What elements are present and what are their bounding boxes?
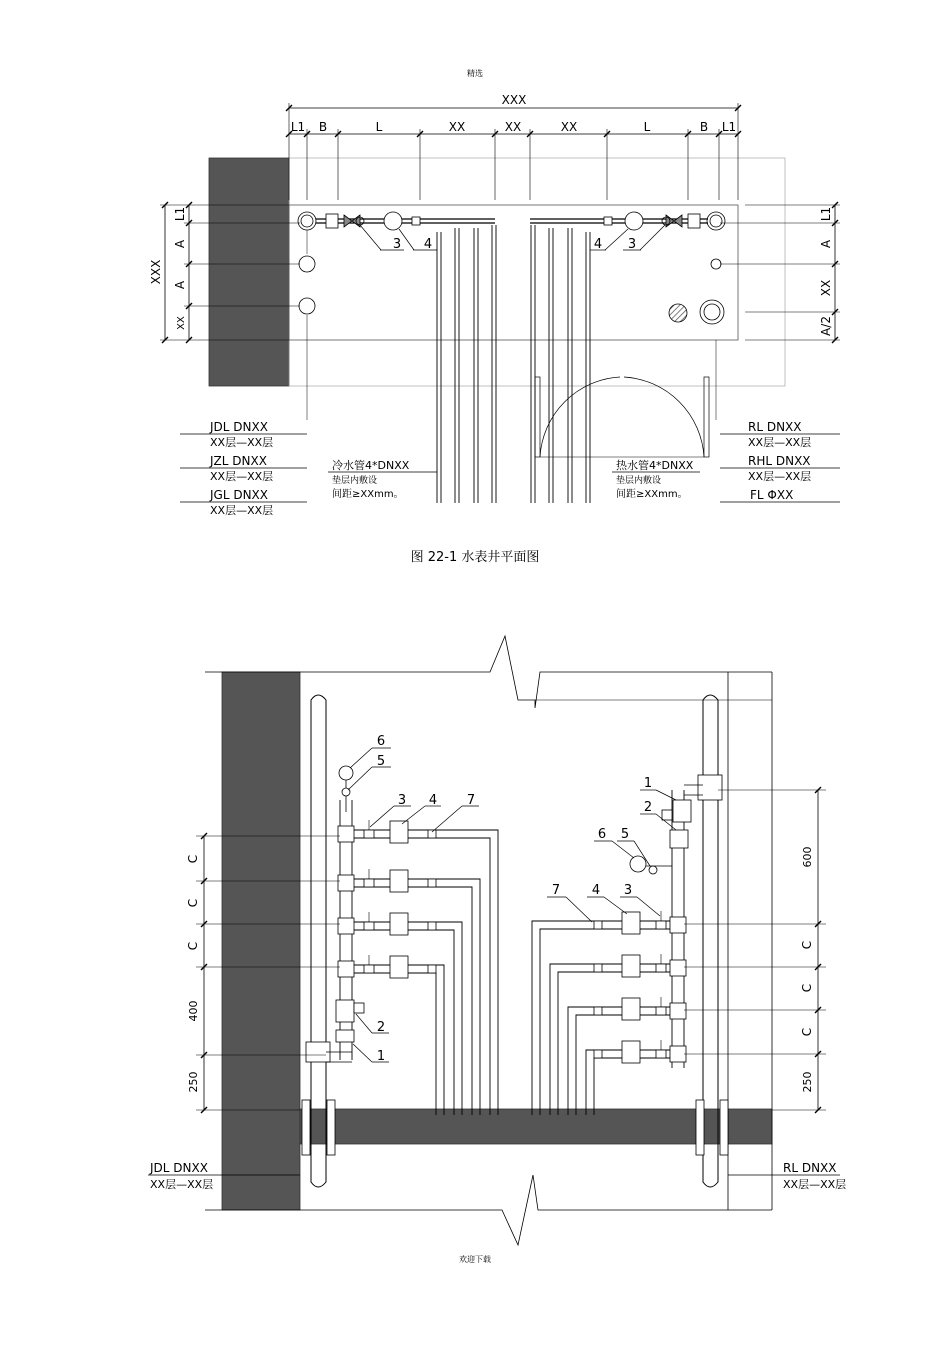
plan-label-jdl: JDL DNXX <box>210 420 268 434</box>
elev-dim-right-c2: C <box>800 983 814 993</box>
plan-note-cold-1: 冷水管4*DNXX <box>332 459 410 472</box>
plan-dim-top-8: B <box>699 120 709 134</box>
plan-dim-overall-left: XXX <box>149 259 163 285</box>
plan-note-hot-2: 垫层内敷设 <box>616 476 662 486</box>
plan-label-jzl-floors: XX层—XX层 <box>210 470 274 483</box>
elev-label-jdl: JDL DNXX <box>150 1161 208 1175</box>
elevation-view <box>148 636 840 1245</box>
plan-dim-top-5: XX <box>504 120 522 134</box>
plan-label-rhl-floors: XX层—XX层 <box>748 470 812 483</box>
plan-dim-top-2: B <box>318 120 328 134</box>
elev-dim-left-400: 400 <box>187 1000 200 1022</box>
plan-note-cold-2: 垫层内敷设 <box>332 476 378 486</box>
plan-label-jgl-floors: XX层—XX层 <box>210 504 274 517</box>
elev-label-rl-floors: XX层—XX层 <box>783 1178 847 1191</box>
plan-shaft-outline <box>289 158 785 386</box>
plan-label-fl: FL ΦXX <box>750 488 794 502</box>
plan-dim-left-1: L1 <box>173 206 187 222</box>
elev-dim-left-c3: C <box>186 941 200 951</box>
page-footer: 欢迎下载 <box>459 1255 491 1264</box>
plan-dim-top-9: L1 <box>721 120 737 134</box>
elev-callout-5-left: 5 <box>376 754 386 769</box>
plan-wall <box>209 158 289 386</box>
elev-dim-right-c3: C <box>800 1027 814 1037</box>
plan-note-hot-1: 热水管4*DNXX <box>616 459 694 472</box>
elev-dim-left-c1: C <box>186 854 200 864</box>
elev-callout-6-right: 6 <box>597 827 607 842</box>
plan-dim-left-2: A <box>173 239 187 249</box>
elev-dim-right-250: 250 <box>801 1071 814 1093</box>
elev-dim-left-c2: C <box>186 898 200 908</box>
elev-dim-right-600: 600 <box>801 846 814 868</box>
plan-dim-top-1: L1 <box>290 120 306 134</box>
plan-dim-right-2: A <box>819 239 833 249</box>
elev-callout-4-right: 4 <box>591 883 601 898</box>
elev-callout-3-right: 3 <box>623 883 633 898</box>
plan-dim-top-3: L <box>375 120 383 134</box>
elev-callout-7-left: 7 <box>466 793 476 808</box>
plan-dim-top-4: XX <box>448 120 466 134</box>
plan-label-rl-floors: XX层—XX层 <box>748 436 812 449</box>
plan-label-jzl: JZL DNXX <box>210 454 267 468</box>
plan-label-jdl-floors: XX层—XX层 <box>210 436 274 449</box>
plan-dim-top-6: XX <box>560 120 578 134</box>
elev-callout-1-right: 1 <box>643 776 653 791</box>
elev-label-rl: RL DNXX <box>783 1161 837 1175</box>
plan-callout-4-right: 4 <box>593 237 603 252</box>
elev-callout-2-right: 2 <box>643 800 653 815</box>
plan-dim-right-4: A/2 <box>819 316 833 336</box>
elev-label-jdl-floors: XX层—XX层 <box>150 1178 214 1191</box>
plan-callout-3-left: 3 <box>392 237 402 252</box>
plan-dim-left-4: XX <box>176 316 187 330</box>
elev-callout-5-right: 5 <box>620 827 630 842</box>
plan-callout-4-left: 4 <box>423 237 433 252</box>
elev-dim-left-250: 250 <box>187 1071 200 1093</box>
plan-note-hot-3: 间距≥XXmm。 <box>616 489 688 500</box>
elev-callout-2-left: 2 <box>376 1020 386 1035</box>
elev-callout-1-left: 1 <box>376 1049 386 1064</box>
page-header: 精选 <box>467 69 483 78</box>
plan-pipe-box <box>289 205 738 340</box>
elev-callout-3-left: 3 <box>397 793 407 808</box>
plan-dim-overall-top: XXX <box>501 93 527 107</box>
plan-callout-3-right: 3 <box>627 237 637 252</box>
elev-callout-7-right: 7 <box>551 883 561 898</box>
figure-caption: 图 22-1 水表井平面图 <box>410 550 540 565</box>
plan-dim-right-1: L1 <box>819 206 833 222</box>
elev-callout-6-left: 6 <box>376 734 386 749</box>
plan-label-jgl: JGL DNXX <box>210 488 268 502</box>
plan-note-cold-3: 间距≥XXmm。 <box>332 489 404 500</box>
elev-callout-4-left: 4 <box>428 793 438 808</box>
elev-dim-right-c1: C <box>800 940 814 950</box>
plan-label-rhl: RHL DNXX <box>748 454 811 468</box>
plan-dim-right-3: XX <box>819 279 833 297</box>
plan-dim-left-3: A <box>173 280 187 290</box>
elevation-wall <box>222 672 300 1210</box>
plan-dim-top-7: L <box>643 120 651 134</box>
plan-label-rl: RL DNXX <box>748 420 802 434</box>
